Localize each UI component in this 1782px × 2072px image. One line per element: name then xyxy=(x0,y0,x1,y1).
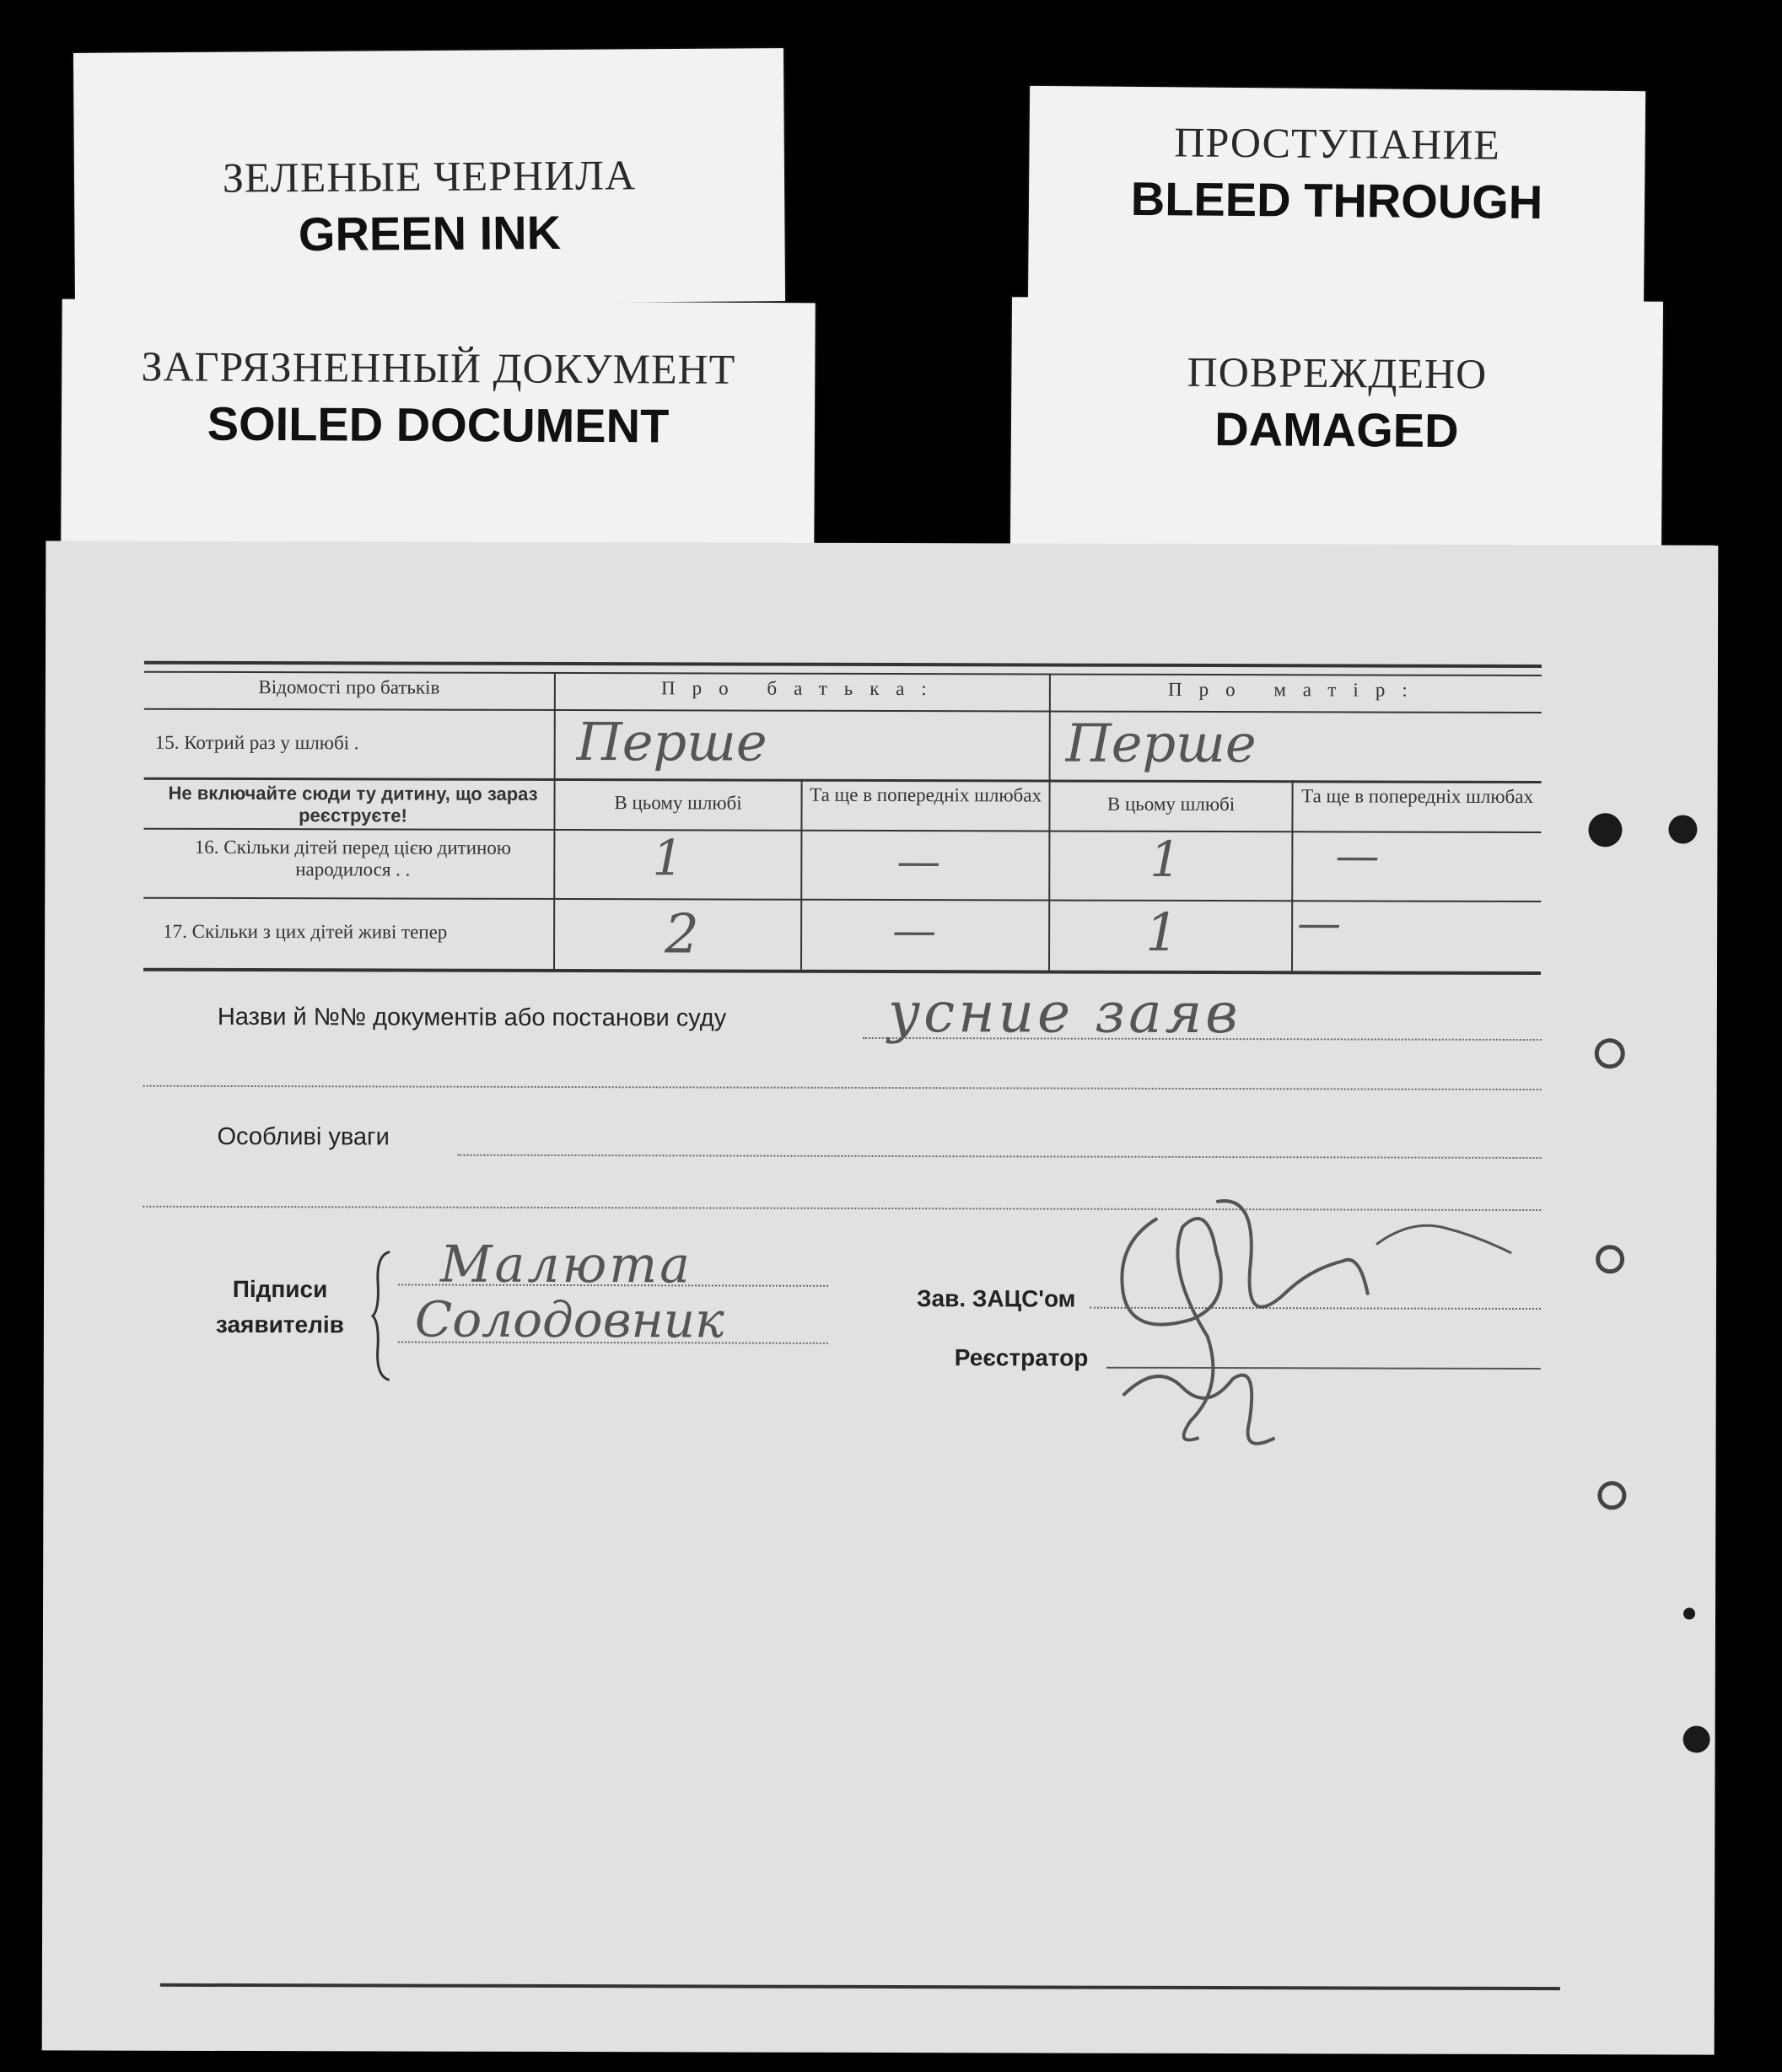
binding-ring-2 xyxy=(1596,1245,1624,1273)
card-damaged-en: DAMAGED xyxy=(1214,401,1459,458)
binding-hole-4 xyxy=(1683,1607,1695,1619)
card-soiled-document xyxy=(61,299,816,548)
table-bottom-rule xyxy=(143,968,1541,975)
signatures-brace xyxy=(371,1248,396,1387)
row15-top-rule xyxy=(144,708,1542,713)
documents-value: усние заяв xyxy=(887,980,1241,1047)
bottom-rule xyxy=(160,1983,1560,1990)
row17-label: 17. Скільки з цих дітей живі тепер xyxy=(163,920,448,943)
card-soiled-en: SOILED DOCUMENT xyxy=(207,396,670,453)
row17-father-this: 2 xyxy=(665,903,699,966)
signatures-label: Підписи заявителів xyxy=(215,1275,344,1338)
documents-label: Назви й №№ документів або постанови суду xyxy=(217,1003,727,1032)
row16-father-this: 1 xyxy=(652,829,684,887)
registrar-label: Реєстратор xyxy=(954,1344,1089,1371)
row17-father-prev: — xyxy=(892,906,937,957)
table-top-rule xyxy=(144,661,1542,668)
row15-mother-value: Перше xyxy=(1065,712,1257,775)
card-soiled-ru: ЗАГРЯЗНЕННЫЙ ДОКУМЕНТ xyxy=(141,342,736,393)
header-parents: Відомості про батьків xyxy=(258,676,440,698)
card-damaged-ru: ПОВРЕЖДЕНО xyxy=(1187,347,1488,398)
row15-father-value: Перше xyxy=(576,711,767,773)
subheader-father-prev: Та ще в попередніх шлюбах xyxy=(810,783,1042,806)
binding-hole-1 xyxy=(1588,813,1622,847)
card-bleed-through-en: BLEED THROUGH xyxy=(1130,171,1543,229)
official-signature xyxy=(1089,1168,1545,1493)
card-green-ink-ru: ЗЕЛЕНЫЕ ЧЕРНИЛА xyxy=(222,151,637,202)
binding-hole-3 xyxy=(1683,1725,1710,1752)
special-notes-line-1 xyxy=(457,1154,1541,1159)
row16-label: 16. Скільки дітей перед цією дитиною народилося . . xyxy=(194,836,512,880)
subheader-bottom-rule xyxy=(143,828,1541,833)
subheader-note: Не включайте сюди ту дитину, що зараз реєструєте! xyxy=(168,782,538,826)
card-bleed-through-ru: ПРОСТУПАНИЕ xyxy=(1174,118,1501,169)
card-green-ink-en: GREEN INK xyxy=(298,205,562,261)
row16-mother-this: 1 xyxy=(1149,830,1182,888)
row17-mother-prev: — xyxy=(1297,898,1342,950)
header-father: Про батька: xyxy=(661,677,944,700)
subheader-mother-this: В цьому шлюбі xyxy=(1106,793,1236,815)
form-sheet xyxy=(42,541,1719,2054)
binding-hole-2 xyxy=(1668,815,1697,843)
card-green-ink xyxy=(73,48,785,306)
row15-label: 15. Котрий раз у шлюбі . xyxy=(154,731,359,754)
table-header-rule xyxy=(144,671,1542,676)
binding-ring-1 xyxy=(1595,1038,1625,1068)
head-label: Зав. ЗАЦС'ом xyxy=(916,1285,1076,1312)
row17-mother-this: 1 xyxy=(1145,901,1179,963)
documents-line-2 xyxy=(143,1085,1542,1090)
col-divider-3 xyxy=(1048,674,1051,971)
row16-father-prev: — xyxy=(896,837,941,888)
card-damaged xyxy=(1010,297,1663,550)
special-notes-label: Особливі уваги xyxy=(217,1122,390,1151)
signature-1: Малюта xyxy=(440,1235,693,1295)
binding-ring-3 xyxy=(1597,1481,1626,1510)
subheader-mother-prev: Та ще в попередніх шлюбах xyxy=(1301,785,1534,808)
subheader-father-this: В цьому шлюбі xyxy=(614,792,742,814)
card-bleed-through xyxy=(1028,86,1645,323)
row16-mother-prev: — xyxy=(1335,831,1380,882)
col-divider-1 xyxy=(553,672,556,969)
signature-2: Солодовник xyxy=(414,1290,724,1349)
header-mother: Про матір: xyxy=(1167,678,1424,701)
